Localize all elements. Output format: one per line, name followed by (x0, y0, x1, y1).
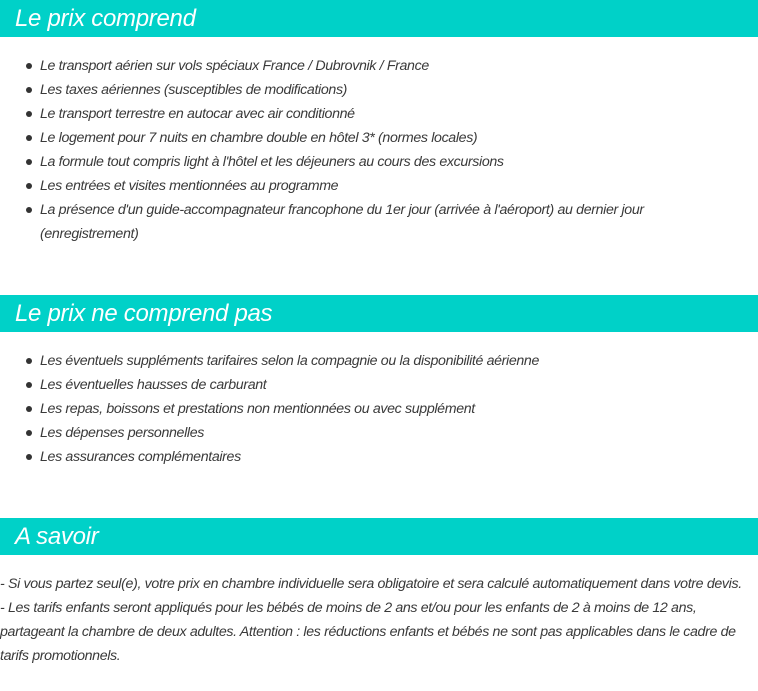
bullet-icon (26, 159, 32, 165)
bullet-icon (26, 430, 32, 436)
list-item (0, 198, 758, 246)
list-item-text: Les dépenses personnelles (40, 425, 204, 441)
note-paragraph: - Les tarifs enfants seront appliqués pour les bébés de moins de 2 ans et/ou pour les enfants de 2 à moins de 12 ans, partageant la chambre de deux adultes. Attention : les réductions enfants et bébés ne sont pas applicables dans le cadre de tarifs promotionnels. (0, 600, 736, 664)
bullet-icon (26, 87, 32, 93)
list-item (0, 397, 758, 421)
good-to-know-notes (0, 572, 758, 668)
list-item (0, 54, 758, 78)
bullet-icon (26, 358, 32, 364)
bullet-icon (26, 135, 32, 141)
list-item (0, 150, 758, 174)
section-header-not-included (0, 295, 758, 332)
bullet-icon (26, 207, 32, 213)
list-item-text: Les éventuelles hausses de carburant (40, 377, 267, 393)
list-item (0, 126, 758, 150)
list-item (0, 78, 758, 102)
list-item-text: Les repas, boissons et prestations non mentionnées ou avec supplément (40, 401, 475, 417)
section-header-good-to-know (0, 518, 758, 555)
list-item-text: Le transport terrestre en autocar avec air conditionné (40, 106, 355, 122)
list-item-text: Les assurances complémentaires (40, 449, 241, 465)
list-item (0, 421, 758, 445)
list-item (0, 349, 758, 373)
list-item-text: Les entrées et visites mentionnées au programme (40, 178, 339, 194)
list-item (0, 373, 758, 397)
bullet-icon (26, 406, 32, 412)
bullet-icon (26, 454, 32, 460)
section-title-good-to-know: A savoir (15, 523, 99, 550)
list-item (0, 102, 758, 126)
list-item-text: Le transport aérien sur vols spéciaux France / Dubrovnik / France (40, 58, 429, 74)
list-item-text: La formule tout compris light à l'hôtel et les déjeuners au cours des excursions (40, 154, 504, 170)
list-item-text: Les éventuels suppléments tarifaires selon la compagnie ou la disponibilité aérienne (40, 353, 540, 369)
list-item-text: Les taxes aériennes (susceptibles de modifications) (40, 82, 348, 98)
bullet-icon (26, 63, 32, 69)
section-title-included: Le prix comprend (15, 5, 196, 32)
bullet-icon (26, 183, 32, 189)
list-item (0, 445, 758, 469)
section-title-not-included: Le prix ne comprend pas (15, 300, 273, 327)
list-item (0, 174, 758, 198)
bullet-icon (26, 382, 32, 388)
bullet-icon (26, 111, 32, 117)
note-paragraph: - Si vous partez seul(e), votre prix en chambre individuelle sera obligatoire et sera calculé automatiquement dans votre devis. (0, 576, 742, 592)
list-item-text: La présence d'un guide-accompagnateur francophone du 1er jour (arrivée à l'aéroport) au dernier jour (enregistrement) (40, 202, 644, 242)
section-header-included (0, 0, 758, 37)
not-included-list (0, 349, 758, 469)
included-list (0, 54, 758, 246)
list-item-text: Le logement pour 7 nuits en chambre double en hôtel 3* (normes locales) (40, 130, 478, 146)
